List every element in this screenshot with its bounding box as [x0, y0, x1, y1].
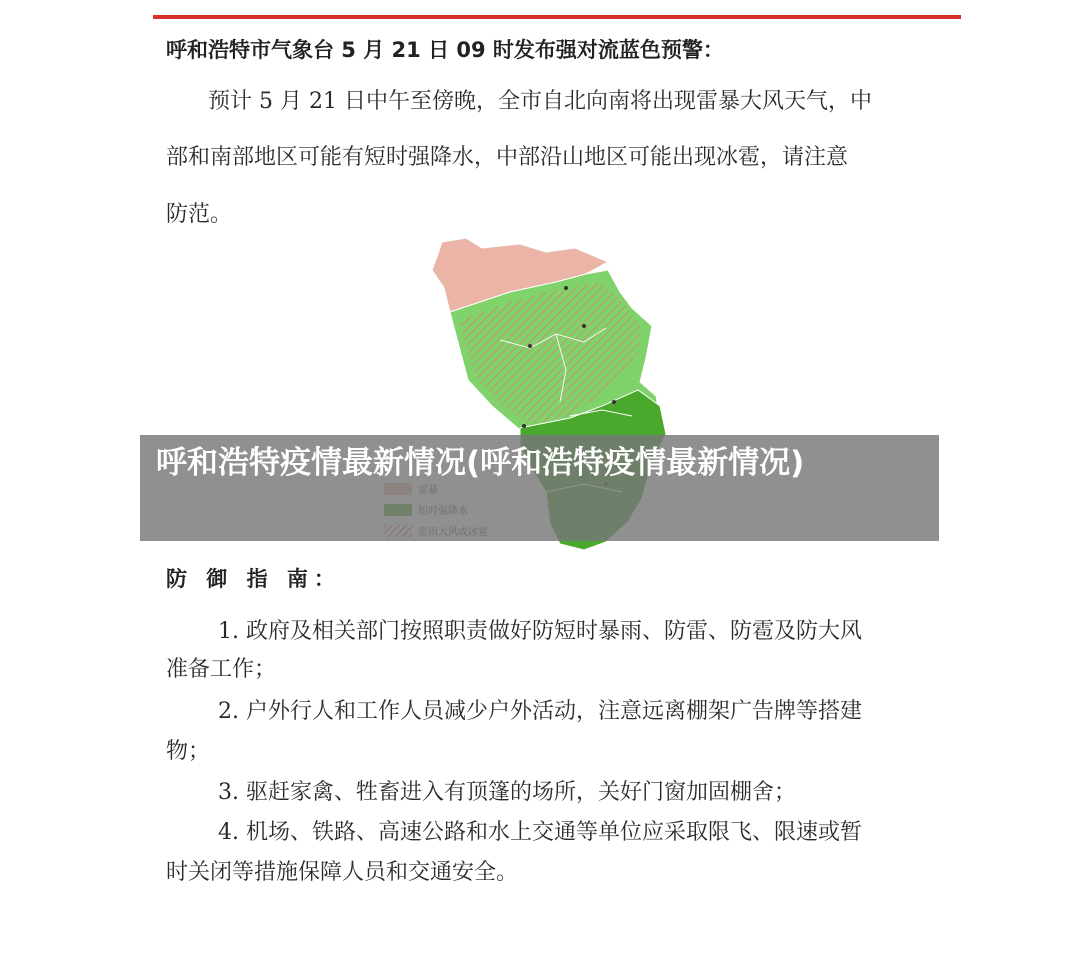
guide-line-3: 3. 驱赶家禽、牲畜进入有顶篷的场所，关好门窗加固棚舍； — [218, 780, 796, 805]
intro-line-3: 防范。 — [166, 202, 233, 227]
intro-line-2: 部和南部地区可能有短时强降水，中部沿山地区可能出现冰雹，请注意 — [166, 145, 849, 170]
guide-line-1-cont: 准备工作； — [166, 657, 277, 682]
guide-line-4: 4. 机场、铁路、高速公路和水上交通等单位应采取限飞、限速或暂 — [218, 820, 862, 845]
warning-heading: 呼和浩特市气象台 5 月 21 日 09 时发布强对流蓝色预警： — [166, 38, 724, 62]
guide-line-2-cont: 物； — [166, 739, 211, 764]
guide-line-1: 1. 政府及相关部门按照职责做好防短时暴雨、防雷、防雹及防大风 — [218, 619, 862, 644]
guide-line-4-cont: 时关闭等措施保障人员和交通安全。 — [166, 860, 519, 885]
banner-title: 呼和浩特疫情最新情况(呼和浩特疫情最新情况) — [156, 445, 805, 481]
title-overlay-banner — [140, 435, 939, 541]
top-red-rule — [153, 15, 961, 19]
intro-line-1: 预计 5 月 21 日中午至傍晚，全市自北向南将出现雷暴大风天气，中 — [208, 89, 872, 114]
guide-line-2: 2. 户外行人和工作人员减少户外活动，注意远离棚架广告牌等搭建 — [218, 699, 862, 724]
guide-heading: 防 御 指 南： — [166, 567, 341, 591]
